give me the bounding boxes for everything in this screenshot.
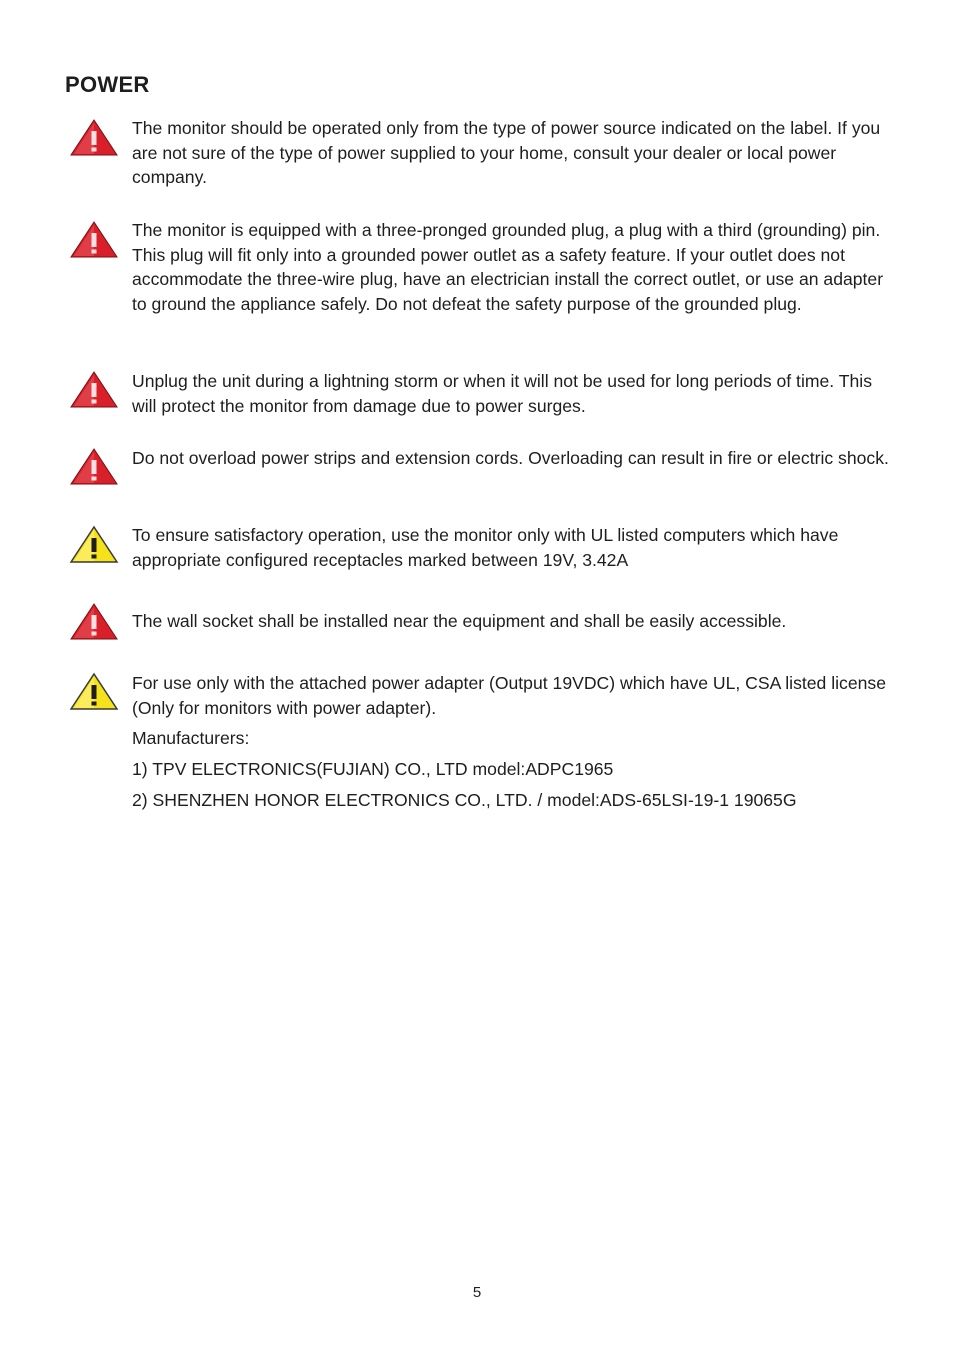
safety-item-text: For use only with the attached power adapter (Output 19VDC) which have UL, CSA listed license (Only for monitors with power adapter). bbox=[132, 673, 886, 718]
safety-item-text: The wall socket shall be installed near the equipment and shall be easily accessible. bbox=[132, 611, 787, 631]
yellow-caution-icon bbox=[69, 525, 119, 563]
red-warning-icon bbox=[69, 602, 119, 640]
safety-item-text: To ensure satisfactory operation, use the monitor only with UL listed computers which have appropriate configured receptacles marked between 19V, 3.42A bbox=[132, 525, 839, 570]
manufacturers-heading: Manufacturers: bbox=[132, 728, 250, 748]
safety-item-text: The monitor is equipped with a three-pronged grounded plug, a plug with a third (grounding) pin. This plug will fit only into a grounded power outlet as a safety feature. If your outlet does not accommodate the three-wire plug, have an electrician install the correct outlet, or use an adapter to ground the appliance safely. Do not defeat the safety purpose of the grounded plug. bbox=[132, 220, 884, 315]
red-warning-icon bbox=[69, 220, 119, 258]
red-warning-icon bbox=[69, 118, 119, 156]
red-warning-icon bbox=[69, 370, 119, 408]
page-number: 5 bbox=[472, 1284, 482, 1301]
yellow-caution-icon bbox=[69, 672, 119, 710]
manufacturer-item-1: 1) TPV ELECTRONICS(FUJIAN) CO., LTD model:ADPC1965 bbox=[132, 759, 614, 779]
manufacturer-item-2: 2) SHENZHEN HONOR ELECTRONICS CO., LTD. / model:ADS-65LSI-19-1 19065G bbox=[132, 790, 797, 810]
safety-item-text: The monitor should be operated only from the type of power source indicated on the label. If you are not sure of the type of power supplied to your home, consult your dealer or local power company. bbox=[132, 118, 881, 188]
safety-item-text: Do not overload power strips and extension cords. Overloading can result in fire or electric shock. bbox=[132, 448, 889, 468]
safety-item-text: Unplug the unit during a lightning storm or when it will not be used for long periods of time. This will protect the monitor from damage due to power surges. bbox=[132, 371, 872, 416]
section-title: POWER bbox=[65, 72, 150, 97]
red-warning-icon bbox=[69, 447, 119, 485]
